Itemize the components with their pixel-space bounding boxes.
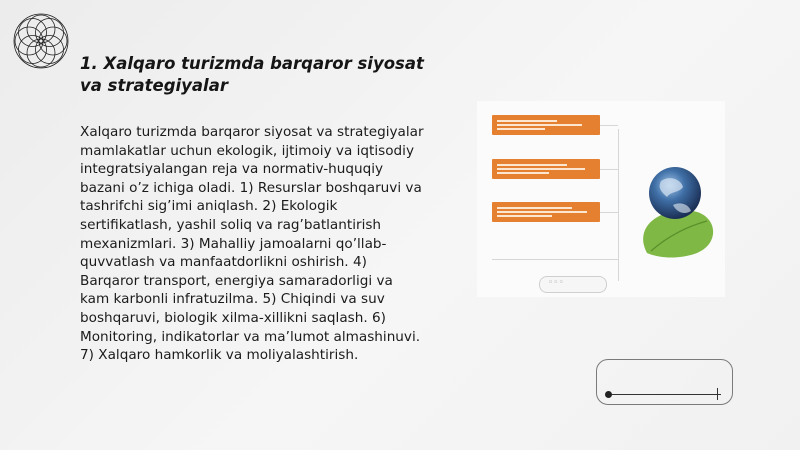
timeline-end-marker (717, 388, 718, 400)
infographic-box-2 (492, 159, 600, 179)
infographic-box-3 (492, 202, 600, 222)
infographic-image (477, 101, 725, 297)
timeline-line (609, 394, 721, 395)
globe-leaf-icon (627, 141, 722, 261)
timeline-start-dot (605, 391, 612, 398)
infographic-box-1 (492, 115, 600, 135)
slide-title: 1. Xalqaro turizmda barqaror siyosat va strategiyalar (80, 54, 424, 95)
infographic-connector-line (618, 129, 619, 281)
timeline-widget (596, 359, 733, 405)
spirograph-logo-icon (4, 4, 78, 78)
infographic-divider (492, 259, 618, 260)
infographic-connector-3 (600, 212, 618, 213)
slide-body-text: Xalqaro turizmda barqaror siyosat va strategiyalar mamlakatlar uchun ekologik, ijtimoiy va iqtisodiy integratsiyalangan reja va normativ-huquqiy bazani o’z ichiga oladi. 1) Resurslar boshqaruvi va tashrifchi sig’imi aniqlash. 2) Ekologik sertifikatlash, yashil soliq va rag’batlantirish mexanizmlari. 3) Mahalliy jamoalarni qo’llab-quvvatlash va manfaatdorlikni oshirish. 4) Barqaror transport, energiya samaradorligi va kam karbonli infratuzilma. 5) Chiqindi va suv boshqaruvi, biologik xilma-xillikni saqlash. 6) Monitoring, indikatorlar va ma’lumot almashinuvi. 7) Xalqaro hamkorlik va moliyalashtirish. (80, 124, 424, 364)
infographic-pill: ◦◦◦ (539, 276, 607, 293)
infographic-connector-1 (600, 125, 618, 126)
infographic-connector-2 (600, 169, 618, 170)
